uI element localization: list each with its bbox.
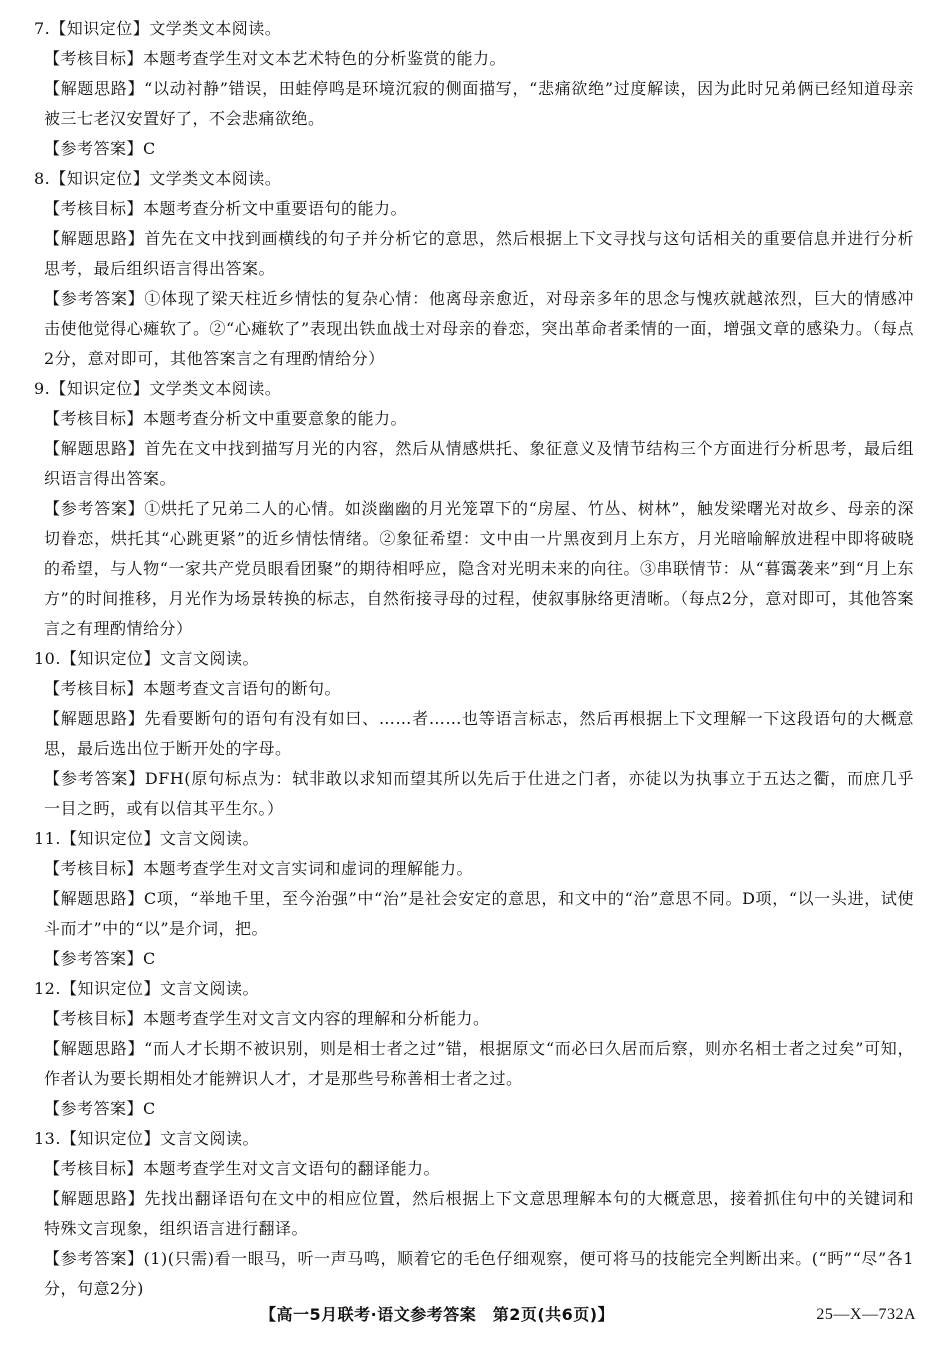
question-number: 11. [34,829,61,848]
solution-idea: 【解题思路】先找出翻译语句在文中的相应位置，然后根据上下文意思理解本句的大概意思，接着抓住句中的关键词和特殊文言现象，组织语言进行翻译。 [44,1189,914,1238]
reference-answer: 【参考答案】C [44,1099,156,1118]
question-item-10 [34,644,914,824]
reference-answer: 【参考答案】DFH(原句标点为：轼非敢以求知而望其所以先后于仕进之门者，亦徒以为执事立于五达之衢，而庶几乎一目之眄，或有以信其平生尔。） [44,769,914,818]
knowledge-position: 【知识定位】文言文阅读。 [60,649,259,668]
question-item-12 [34,974,914,1124]
assessment-target: 【考核目标】本题考查分析文中重要意象的能力。 [44,409,408,428]
solution-idea: 【解题思路】“以动衬静”错误，田蛙停鸣是环境沉寂的侧面描写，“悲痛欲绝”过度解读，因为此时兄弟俩已经知道母亲被三七老汉安置好了，不会悲痛欲绝。 [44,79,914,128]
footer-exam-title: 【高一5月联考·语文参考答案 第2页(共6页)】 [260,1305,615,1324]
question-item-13 [34,1124,914,1304]
page-footer [0,1300,950,1330]
solution-idea: 【解题思路】首先在文中找到描写月光的内容，然后从情感烘托、象征意义及情节结构三个方面进行分析思考，最后组织语言得出答案。 [44,439,914,488]
question-number: 13. [34,1129,61,1148]
question-number: 10. [34,649,61,668]
assessment-target: 【考核目标】本题考查分析文中重要语句的能力。 [44,199,408,218]
assessment-target: 【考核目标】本题考查学生对文本艺术特色的分析鉴赏的能力。 [44,49,507,68]
question-item-8 [34,164,914,374]
knowledge-position: 【知识定位】文言文阅读。 [60,829,259,848]
assessment-target: 【考核目标】本题考查学生对文言文语句的翻译能力。 [44,1159,441,1178]
reference-answer: 【参考答案】C [44,139,156,158]
solution-idea: 【解题思路】“而人才长期不被识别，则是相士者之过”错，根据原文“而必曰久居而后察，则亦名相士者之过矣”可知，作者认为要长期相处才能辨识人才，才是那些号称善相士者之过。 [44,1039,914,1088]
question-item-9 [34,374,914,644]
question-item-7 [34,14,914,164]
reference-answer: 【参考答案】C [44,949,156,968]
knowledge-position: 【知识定位】文言文阅读。 [60,979,259,998]
answer-content [34,14,914,1304]
question-item-11 [34,824,914,974]
solution-idea: 【解题思路】先看要断句的语句有没有如曰、……者……也等语言标志，然后再根据上下文理解一下这段语句的大概意思，最后选出位于断开处的字母。 [44,709,914,758]
footer-code: 25—X—732A [816,1306,916,1323]
assessment-target: 【考核目标】本题考查文言语句的断句。 [44,679,342,698]
question-number: 12. [34,979,61,998]
assessment-target: 【考核目标】本题考查学生对文言实词和虚词的理解能力。 [44,859,474,878]
question-number: 7. [34,19,51,38]
assessment-target: 【考核目标】本题考查学生对文言文内容的理解和分析能力。 [44,1009,490,1028]
knowledge-position: 【知识定位】文学类文本阅读。 [50,19,282,38]
reference-answer: 【参考答案】(1)(只需)看一眼马，听一声马鸣，顺着它的毛色仔细观察，便可将马的技能完全判断出来。(“眄”“尽”各1分，句意2分) [44,1249,914,1298]
reference-answer: 【参考答案】①体现了梁天柱近乡情怯的复杂心情：他离母亲愈近，对母亲多年的思念与愧疚就越浓烈，巨大的情感冲击使他觉得心瘫软了。②“心瘫软了”表现出铁血战士对母亲的眷恋，突出革命者柔情的一面，增强文章的感染力。（每点2分，意对即可，其他答案言之有理酌情给分） [44,289,914,368]
knowledge-position: 【知识定位】文学类文本阅读。 [50,379,282,398]
question-number: 8. [34,169,51,188]
question-number: 9. [34,379,51,398]
reference-answer: 【参考答案】①烘托了兄弟二人的心情。如淡幽幽的月光笼罩下的“房屋、竹丛、树林”，触发梁曙光对故乡、母亲的深切眷恋，烘托其“心跳更紧”的近乡情怯情绪。②象征希望：文中由一片黑夜到月上东方，月光暗喻解放进程中即将破晓的希望，与人物“一家共产党员眼看团聚”的期待相呼应，隐含对光明未来的向往。③串联情节：从“暮霭袭来”到“月上东方”的时间推移，月光作为场景转换的标志，自然衔接寻母的过程，使叙事脉络更清晰。（每点2分，意对即可，其他答案言之有理酌情给分） [44,499,914,638]
solution-idea: 【解题思路】首先在文中找到画横线的句子并分析它的意思，然后根据上下文寻找与这句话相关的重要信息并进行分析思考，最后组织语言得出答案。 [44,229,914,278]
knowledge-position: 【知识定位】文言文阅读。 [60,1129,259,1148]
solution-idea: 【解题思路】C项，“举地千里，至今治强”中“治”是社会安定的意思，和文中的“治”意思不同。D项，“以一头进，试使斗而才”中的“以”是介词，把。 [44,889,914,938]
knowledge-position: 【知识定位】文学类文本阅读。 [50,169,282,188]
